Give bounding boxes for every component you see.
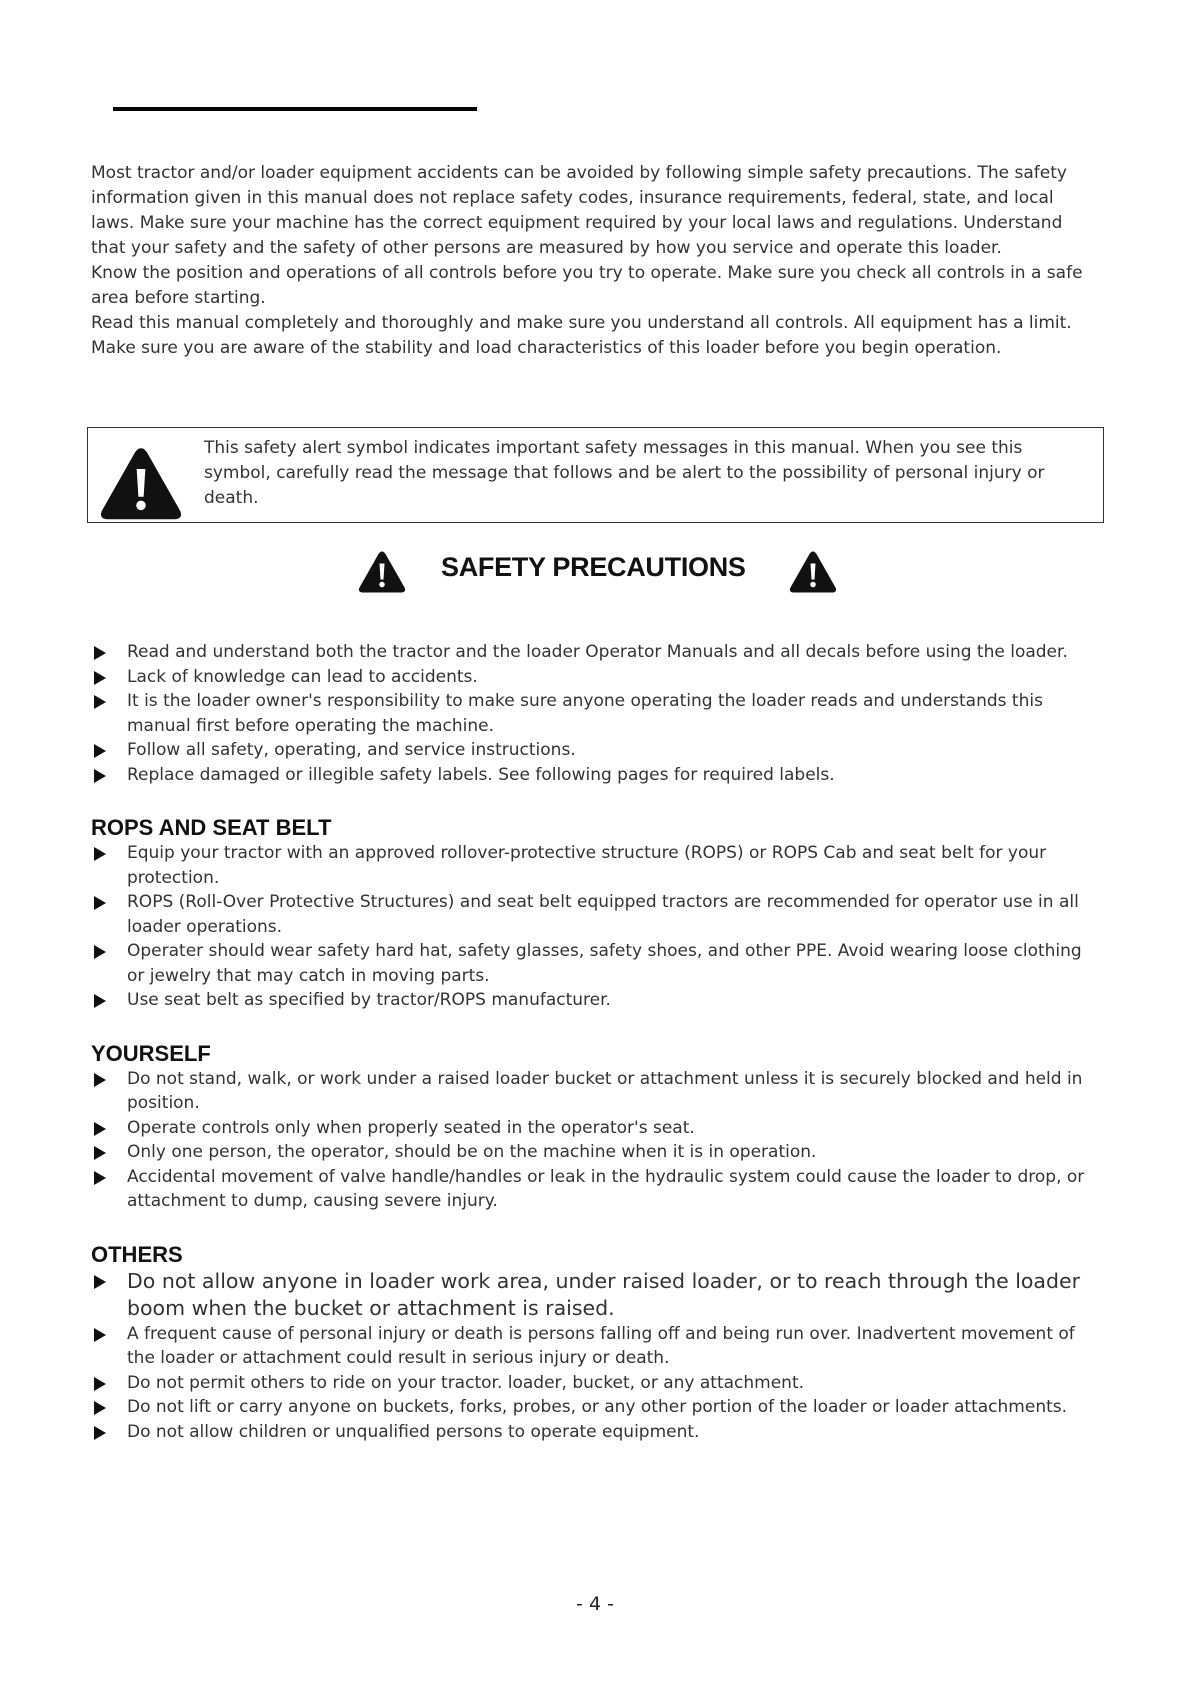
bullet-arrow-icon (94, 646, 106, 660)
bullet-arrow-icon (94, 994, 106, 1008)
list-item: Do not lift or carry anyone on buckets, forks, probes, or any other portion of the loader or loader attachments. (91, 1395, 1101, 1420)
bullet-arrow-icon (94, 769, 106, 783)
list-item: Lack of knowledge can lead to accidents. (91, 665, 1101, 690)
title-row (0, 548, 1190, 598)
list-item: ROPS (Roll-Over Protective Structures) and seat belt equipped tractors are recommended for operator use in all loader operations. (91, 890, 1101, 939)
bullet-arrow-icon (94, 945, 106, 959)
list-item: Replace damaged or illegible safety labels. See following pages for required labels. (91, 763, 1101, 788)
section-heading-rops: ROPS AND SEAT BELT (91, 815, 332, 840)
precautions-content (91, 640, 1101, 1444)
intro-paragraph: Know the position and operations of all controls before you try to operate. Make sure you check all controls in a safe area before starting. (91, 263, 1083, 308)
yourself-list (91, 1067, 1101, 1214)
list-item: Use seat belt as specified by tractor/ROPS manufacturer. (91, 988, 1101, 1013)
others-list (91, 1268, 1101, 1445)
bullet-arrow-icon (94, 695, 106, 709)
list-item: Accidental movement of valve handle/handles or leak in the hydraulic system could cause the loader to drop, or attachment to dump, causing severe injury. (91, 1165, 1101, 1214)
header-rule (113, 107, 477, 111)
warning-triangle-icon (97, 443, 185, 521)
bullet-arrow-icon (94, 1426, 106, 1440)
bullet-arrow-icon (94, 1122, 106, 1136)
list-item: Operater should wear safety hard hat, safety glasses, safety shoes, and other PPE. Avoid wearing loose clothing or jewelry that may catch in moving parts. (91, 939, 1101, 988)
list-item: Do not stand, walk, or work under a raised loader bucket or attachment unless it is securely blocked and held in position. (91, 1067, 1101, 1116)
bullet-arrow-icon (94, 1377, 106, 1391)
bullet-arrow-icon (94, 1171, 106, 1185)
bullet-arrow-icon (94, 1401, 106, 1415)
bullet-arrow-icon (94, 671, 106, 685)
safety-alert-box (87, 427, 1104, 523)
section-heading-others: OTHERS (91, 1241, 183, 1267)
bullet-arrow-icon (94, 896, 106, 910)
warning-triangle-icon (357, 548, 407, 594)
bullet-arrow-icon (94, 1275, 106, 1289)
bullet-arrow-icon (94, 744, 106, 758)
rops-list (91, 841, 1101, 1013)
intro-text (91, 161, 1101, 401)
list-item: Only one person, the operator, should be on the machine when it is in operation. (91, 1140, 1101, 1165)
list-item: Do not allow anyone in loader work area, under raised loader, or to reach through the loader boom when the bucket or attachment is raised. (91, 1268, 1101, 1322)
section-heading-yourself: YOURSELF (91, 1040, 211, 1066)
warning-triangle-icon (788, 548, 838, 594)
intro-paragraph: Read this manual completely and thoroughly and make sure you understand all controls. All equipment has a limit. Make sure you are aware of the stability and load characteristics of this loader before you begin operation. (91, 313, 1072, 358)
list-item: Do not permit others to ride on your tractor. loader, bucket, or any attachment. (91, 1371, 1101, 1396)
bullet-arrow-icon (94, 1073, 106, 1087)
intro-paragraph: Most tractor and/or loader equipment accidents can be avoided by following simple safety precautions. The safety information given in this manual does not replace safety codes, insurance requirements, federal, state, and local laws. Make sure your machine has the correct equipment required by your local laws and regulations. Understand that your safety and the safety of other persons are measured by how you service and operate this loader. (91, 163, 1067, 258)
bullet-arrow-icon (94, 1146, 106, 1160)
page-title: SAFETY PRECAUTIONS (441, 552, 746, 582)
list-item: Operate controls only when properly seated in the operator's seat. (91, 1116, 1101, 1141)
list-item: Equip your tractor with an approved rollover-protective structure (ROPS) or ROPS Cab and seat belt for your protection. (91, 841, 1101, 890)
safety-alert-text: This safety alert symbol indicates important safety messages in this manual. When you see this symbol, carefully read the message that follows and be alert to the possibility of personal injury or death. (204, 438, 1045, 508)
list-item: A frequent cause of personal injury or death is persons falling off and being run over. Inadvertent movement of the loader or attachment could result in serious injury or death. (91, 1322, 1101, 1371)
list-item: Follow all safety, operating, and service instructions. (91, 738, 1101, 763)
bullet-arrow-icon (94, 1328, 106, 1342)
general-list (91, 640, 1101, 787)
bullet-arrow-icon (94, 847, 106, 861)
page-number: - 4 - (576, 1593, 614, 1615)
list-item: Do not allow children or unqualified persons to operate equipment. (91, 1420, 1101, 1445)
list-item: Read and understand both the tractor and the loader Operator Manuals and all decals before using the loader. (91, 640, 1101, 665)
list-item: It is the loader owner's responsibility to make sure anyone operating the loader reads and understands this manual first before operating the machine. (91, 689, 1101, 738)
